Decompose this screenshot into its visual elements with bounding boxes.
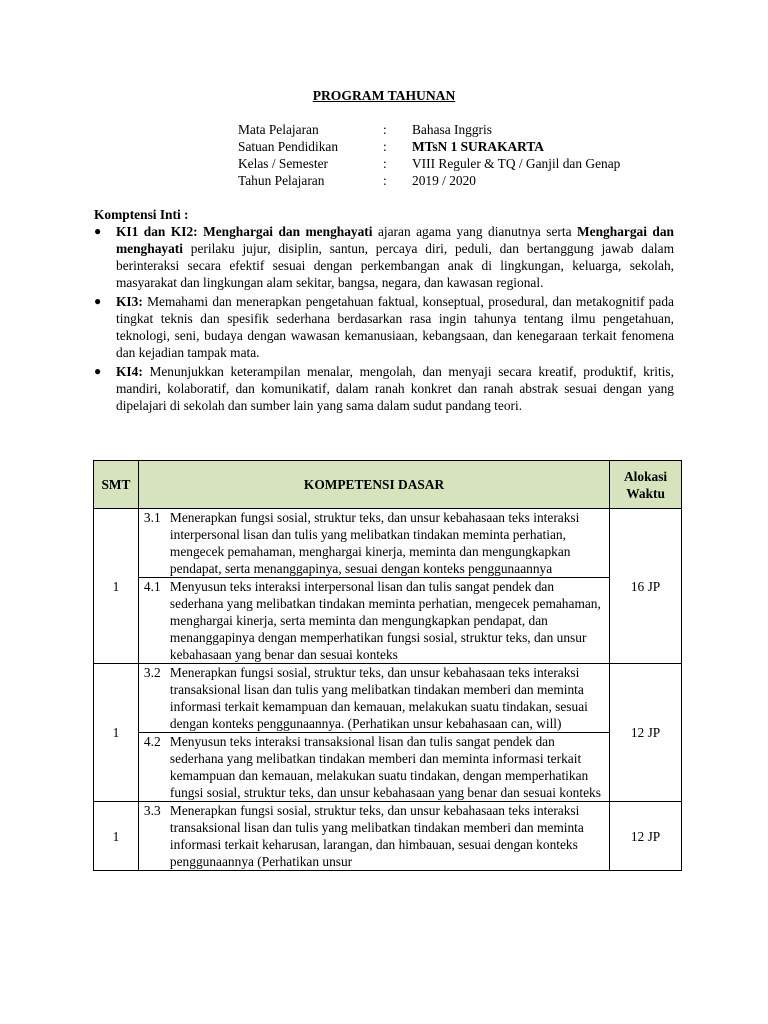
ki-label: KI1 dan KI2: Menghargai dan menghayati [116,224,373,239]
ki-label: KI4: [116,364,143,379]
meta-label: Tahun Pelajaran [238,173,325,188]
meta-label: Kelas / Semester [238,156,328,171]
meta-value: VIII Reguler & TQ / Ganjil dan Genap [412,156,621,171]
cell-aw: 12 JP [610,802,682,871]
meta-value: 2019 / 2020 [412,173,476,188]
cell-kd [138,509,609,664]
cell-smt: 1 [94,509,139,664]
table-header-row [94,461,682,509]
cell-aw: 12 JP [610,664,682,802]
kd-entry [139,802,609,870]
bullet-icon: ● [94,364,102,378]
header-kd: KOMPETENSI DASAR [138,461,609,509]
header-aw: Alokasi Waktu [610,461,682,509]
kd-number: 3.2 [143,665,161,680]
ki-heading: Komptensi Inti : [94,207,189,222]
ki-item-1-2 [94,223,674,291]
meta-colon: : [383,122,387,137]
meta-label: Mata Pelajaran [238,122,319,137]
ki-label: KI3: [116,294,143,309]
meta-row-year [238,172,620,189]
header-smt: SMT [94,461,139,509]
ki-emphasis: Menghargai dan menghayati [116,224,675,256]
kd-entry [139,509,609,577]
kompetensi-table [93,460,682,871]
table-row [94,509,682,664]
meta-label: Satuan Pendidikan [238,139,339,154]
cell-smt: 1 [94,664,139,802]
meta-row-class [238,155,620,172]
kd-text: Menyusun teks interaksi interpersonal lisan dan tulis sangat pendek dan sederhana yang melibatkan tindakan meminta perhatian, mengecek pemahaman, menghargai kinerja, serta meminta dan mengungkapkan pendapat, dan menanggapinya dengan memperhatikan fungsi sosial, struktur teks, dan unsur kebahasaan yang benar dan sesuai konteks [169,579,601,662]
kd-text: Menerapkan fungsi sosial, struktur teks, dan unsur kebahasaan teks interaksi interpersonal lisan dan tulis yang melibatkan tindakan meminta perhatian, mengecek pemahaman, menghargai kinerja, meminta dan mengungkapkan pendapat, serta menanggapinya, sesuai dengan konteks penggunaannya [169,510,580,576]
cell-aw: 16 JP [610,509,682,664]
page-title: PROGRAM TAHUNAN [312,88,456,103]
ki-item-3 [94,293,674,361]
ki-text: Menunjukkan keterampilan menalar, mengolah, dan menyaji secara kreatif, produktif, kritis, mandiri, kolaboratif, dan komunikatif, dalam ranah konkret dan ranah abstrak sesuai dengan yang dipelajari di sekolah dan sumber lain yang sama dalam sudut pandang teori. [116,364,674,413]
ki-list [94,223,674,416]
kd-text: Menerapkan fungsi sosial, struktur teks, dan unsur kebahasaan teks interaksi transaksional lisan dan tulis yang melibatkan tindakan memberi dan meminta informasi terkait kemampuan dan kemauan, melakukan suatu tindakan, sesuai dengan konteks penggunaannya. (Perhatikan unsur kebahasaan can, will) [169,665,588,731]
cell-kd [138,802,609,871]
kd-entry [139,664,609,732]
kd-text: Menerapkan fungsi sosial, struktur teks, dan unsur kebahasaan teks interaksi transaksional lisan dan tulis yang melibatkan tindakan memberi dan meminta informasi terkait keharusan, larangan, dan himbauan, sesuai dengan konteks penggunaannya (Perhatikan unsur [169,803,584,869]
table-row [94,664,682,802]
kd-number: 3.3 [143,803,161,818]
meta-block [238,121,620,189]
ki-text: ajaran agama yang dianutnya serta [372,224,578,239]
cell-kd [138,664,609,802]
meta-value: Bahasa Inggris [412,122,492,137]
bullet-icon: ● [94,224,102,238]
meta-row-subject [238,121,620,138]
kd-number: 4.1 [143,579,161,594]
ki-text: perilaku jujur, disiplin, santun, percaya diri, peduli, dan bertanggung jawab dalam berinteraksi secara efektif sesuai dengan perkembangan anak di lingkungan, keluarga, sekolah, masyarakat dan lingkungan alam sekitar, bangsa, negara, dan kawasan regional. [116,241,674,290]
ki-text: Memahami dan menerapkan pengetahuan faktual, konseptual, prosedural, dan metakognitif pada tingkat teknis dan spesifik sederhana berdasarkan rasa ingin tahunya tentang ilmu pengetahuan, teknologi, seni, budaya dengan wawasan kemanusiaan, kebangsaan, dan kenegaraan terkait fenomena dan kejadian tampak mata. [116,294,674,360]
cell-smt: 1 [94,802,139,871]
kd-entry [139,732,609,801]
meta-row-school [238,138,620,155]
kd-number: 4.2 [143,734,161,749]
kd-text: Menyusun teks interaksi transaksional lisan dan tulis sangat pendek dan sederhana yang melibatkan tindakan memberi dan meminta informasi terkait kemampuan dan kemauan, melakukan suatu tindakan, dengan memperhatikan fungsi sosial, struktur teks, dan unsur kebahasaan yang benar dan sesuai konteks [169,734,601,800]
meta-value: MTsN 1 SURAKARTA [412,139,544,154]
meta-colon: : [383,139,387,154]
table-row [94,802,682,871]
bullet-icon: ● [94,294,102,308]
kd-number: 3.1 [143,510,161,525]
kd-entry [139,577,609,663]
meta-colon: : [383,173,387,188]
ki-item-4 [94,363,674,414]
meta-colon: : [383,156,387,171]
